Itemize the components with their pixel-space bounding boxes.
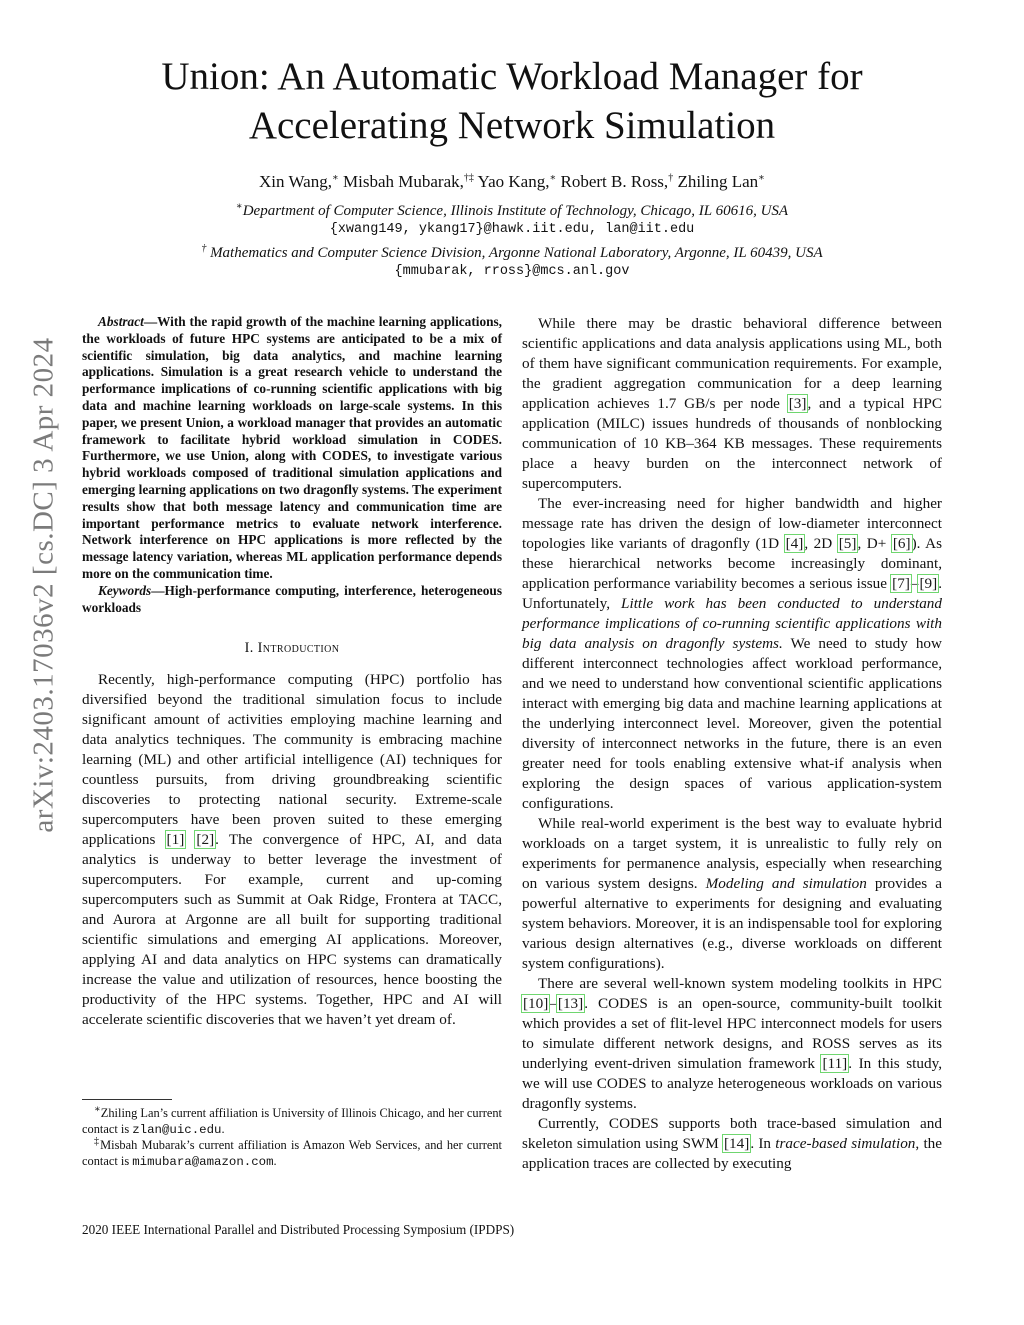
left-column	[82, 314, 502, 1030]
body-paragraph	[522, 494, 942, 814]
conference-footer: 2020 IEEE International Parallel and Distributed Processing Symposium (IPDPS)	[82, 1222, 515, 1237]
affiliation-argonne	[100, 243, 924, 263]
affiliation-email-iit: {xwang149, ykang17}@hawk.iit.edu, lan@iit.edu	[329, 222, 695, 237]
author-list	[100, 171, 924, 193]
paragraph-text: . Unfortunately,	[522, 575, 942, 612]
paper-title	[100, 52, 924, 150]
paragraph-text: –	[910, 575, 919, 592]
citation-link[interactable]: [10]	[523, 995, 549, 1012]
footnote-mark: ‡	[94, 1135, 101, 1147]
citation-link[interactable]: [14]	[724, 1135, 750, 1152]
footnote-end: .	[221, 1121, 225, 1136]
section-heading-introduction	[82, 638, 502, 658]
paragraph-text: , 2D	[804, 535, 838, 552]
citation-link[interactable]: [3]	[788, 395, 807, 412]
paragraph-text: , D+	[857, 535, 892, 552]
paragraph-text: While real-world experiment is the best way to evaluate hybrid workloads on a target system, it is unrealistic to fully rely on experiments for permanence analysis, especially when researching on various system designs.	[522, 815, 942, 892]
author-mark: †‡	[463, 172, 474, 184]
author-mark: †	[668, 172, 674, 184]
citation-link[interactable]: [13]	[557, 995, 584, 1012]
paragraph-text: There are several well-known system modeling toolkits in HPC	[538, 975, 942, 992]
paragraph-text: We need to study how different interconnect technologies affect workload performance, and we need to understand how conventional scientific applications interact with emerging big data and machine learning applications at the underlying interconnect level. Moreover, given the potential diversity of interconnect networks in the future, there is an even greater need for tools enabling extensive what-if analysis when exploring the design spaces of various application-system configurations.	[522, 635, 942, 812]
paragraph-text: ). As these hierarchical networks become increasingly dominant, application performance variability becomes a serious issue	[522, 535, 942, 592]
affiliation-mark: ∗	[235, 201, 243, 212]
affiliation-email-argonne: {mmubarak, rross}@mcs.anl.gov	[394, 264, 630, 279]
section-title: Introduction	[257, 640, 340, 657]
keywords-text: —High-performance computing, interference, heterogeneous workloads	[82, 582, 502, 615]
body-paragraph	[522, 814, 942, 974]
paragraph-text: The ever-increasing need for higher bandwidth and higher message rate has driven the design of low-diameter interconnect topologies like variants of dragonfly (1D	[522, 495, 942, 552]
section-number: I.	[244, 640, 254, 657]
paragraph-text: –	[549, 995, 557, 1012]
abstract	[82, 314, 502, 583]
body-paragraph	[522, 1114, 942, 1174]
footnote-end: .	[273, 1153, 277, 1168]
citation-link[interactable]: [5]	[838, 535, 857, 552]
paragraph-text: . The convergence of HPC, AI, and data analytics is underway to better leverage the investment of supercomputers. For example, current and up-coming supercomputers such as Summit at Oak Ridge, Frontera at TACC, and Aurora at Argonne are all built for supporting traditional scientific simulations and emerging AI applications. Moreover, applying AI and data analytics on HPC systems can dramatically increase the value and utilization of resources, hence boosting the productivity of the HPC systems. Together, HPC and AI will accelerate scientific discoveries that we haven’t yet dream of.	[82, 831, 503, 1029]
paragraph-text	[185, 831, 195, 848]
citation-link[interactable]: [11]	[822, 1055, 848, 1072]
body-paragraph	[522, 974, 942, 1114]
author-name: Xin Wang,	[259, 172, 332, 191]
paragraph-text: . In this study, we will use CODES to analyze heterogeneous workloads on various dragonfly systems.	[522, 1055, 942, 1112]
paragraph-text: Currently, CODES supports both trace-based simulation and skeleton simulation using SWM	[522, 1115, 942, 1152]
footnotes	[82, 1103, 502, 1170]
citation-link[interactable]: [7]	[892, 575, 910, 592]
citation-link[interactable]: [9]	[919, 575, 938, 592]
affiliation-text: Mathematics and Computer Science Division, Argonne National Laboratory, Argonne, IL 60439, USA	[206, 245, 823, 261]
affiliation-text: Department of Computer Science, Illinois Institute of Technology, Chicago, IL 60616, USA	[242, 203, 789, 219]
footnote	[82, 1135, 502, 1170]
author-name: Zhiling Lan	[677, 172, 759, 191]
keywords-label: Keywords	[98, 582, 152, 598]
paragraph-text: Recently, high-performance computing (HPC) portfolio has diversified beyond the traditional simulation focus to include significant amount of activities employing machine learning and data analytics techniques. The community is embracing machine learning (ML) and other artificial intelligence (AI) techniques for countless pursuits, from driving groundbreaking scientific discoveries to protecting national security. Extreme-scale supercomputers have been proven suited to these emerging applications	[82, 671, 502, 849]
author-name: Misbah Mubarak,	[343, 172, 464, 191]
emphasized-text: Little work has been conducted to understand performance implications of co-running scientific applications with big data analysis on dragonfly systems.	[522, 595, 942, 652]
emphasized-text: trace-based simulation	[775, 1135, 916, 1152]
intro-paragraph	[82, 670, 502, 1030]
footnote-email: zlan@uic.edu	[132, 1122, 222, 1137]
body-paragraph	[522, 314, 942, 494]
affiliation-mark: †	[201, 243, 207, 254]
citation-link[interactable]: [6]	[892, 535, 911, 552]
citation-link[interactable]: [2]	[196, 831, 215, 849]
paragraph-text: provides a powerful alternative to experiments for designing and evaluating system behaviors. Moreover, it is an indispensable tool for exploring various design alternatives (e.g., diverse workloads on different system configurations).	[522, 875, 942, 972]
footnote-text: Misbah Mubarak’s current affiliation is Amazon Web Services, and her current contact is	[82, 1138, 502, 1168]
author-name: Yao Kang,	[477, 172, 550, 191]
emphasized-text: Modeling and simulation	[705, 875, 867, 892]
author-mark: ∗	[331, 172, 339, 184]
title-line-2: Accelerating Network Simulation	[248, 104, 776, 147]
footnote-divider	[82, 1099, 172, 1100]
paragraph-text: . CODES is an open-source, community-built toolkit which provides a set of flit-level HPC interconnect models for users to simulate different network designs, and ROSS serves as its underlying event-driven simulation framework	[522, 995, 942, 1072]
citation-link[interactable]: [1]	[166, 831, 185, 849]
abstract-label: Abstract	[98, 314, 144, 329]
citation-link[interactable]: [4]	[785, 535, 804, 552]
keywords	[82, 583, 502, 617]
paragraph-text: , and a typical HPC application (MILC) issues hundreds of thousands of nonblocking communication of 10 KB–364 KB messages. These requirements place a heavy burden on the interconnect network of supercomputers.	[522, 395, 942, 492]
author-mark: ∗	[549, 172, 557, 184]
author-mark: ∗	[758, 172, 765, 184]
footnote-text: Zhiling Lan’s current affiliation is University of Illinois Chicago, and her current contact is	[82, 1106, 502, 1136]
arxiv-identifier-stamp: arXiv:2403.17036v2 [cs.DC] 3 Apr 2024	[27, 337, 60, 833]
footnote-email: mimubara@amazon.com	[132, 1154, 274, 1169]
footnote	[82, 1103, 502, 1138]
affiliation-iit	[100, 201, 924, 221]
paragraph-text: , the application traces are collected by executing	[522, 1135, 943, 1172]
paragraph-text: . In	[750, 1135, 776, 1152]
abstract-text: —With the rapid growth of the machine learning applications, the workloads of future HPC systems are anticipated to be a mix of scientific simulation, big data analytics, and machine learning applications. Simulation is a great research vehicle to understand the performance implications of co-running scientific applications with big data and machine learning workloads on large-scale systems. In this paper, we present Union, a workload manager that provides an automatic framework to facilitate hybrid workload simulation in CODES. Furthermore, we use Union, along with CODES, to investigate various hybrid workloads composed of traditional simulation applications and emerging learning applications on two dragonfly systems. The experiment results show that both message latency and communication time are important performance metrics to evaluate network interference. Network interference on HPC applications is more reflected by the message latency variation, whereas ML application performance depends more on the communication time.	[82, 314, 502, 581]
author-name: Robert B. Ross,	[560, 172, 669, 191]
title-line-1: Union: An Automatic Workload Manager for	[161, 55, 863, 98]
footnote-mark: ∗	[94, 1103, 101, 1115]
paragraph-text: While there may be drastic behavioral difference between scientific applications and data analysis applications using ML, both of them have significant communication requirements. For example, the gradient aggregation communication for a deep learning application achieves 1.7 GB/s per node	[522, 315, 942, 412]
right-column	[522, 314, 942, 1174]
